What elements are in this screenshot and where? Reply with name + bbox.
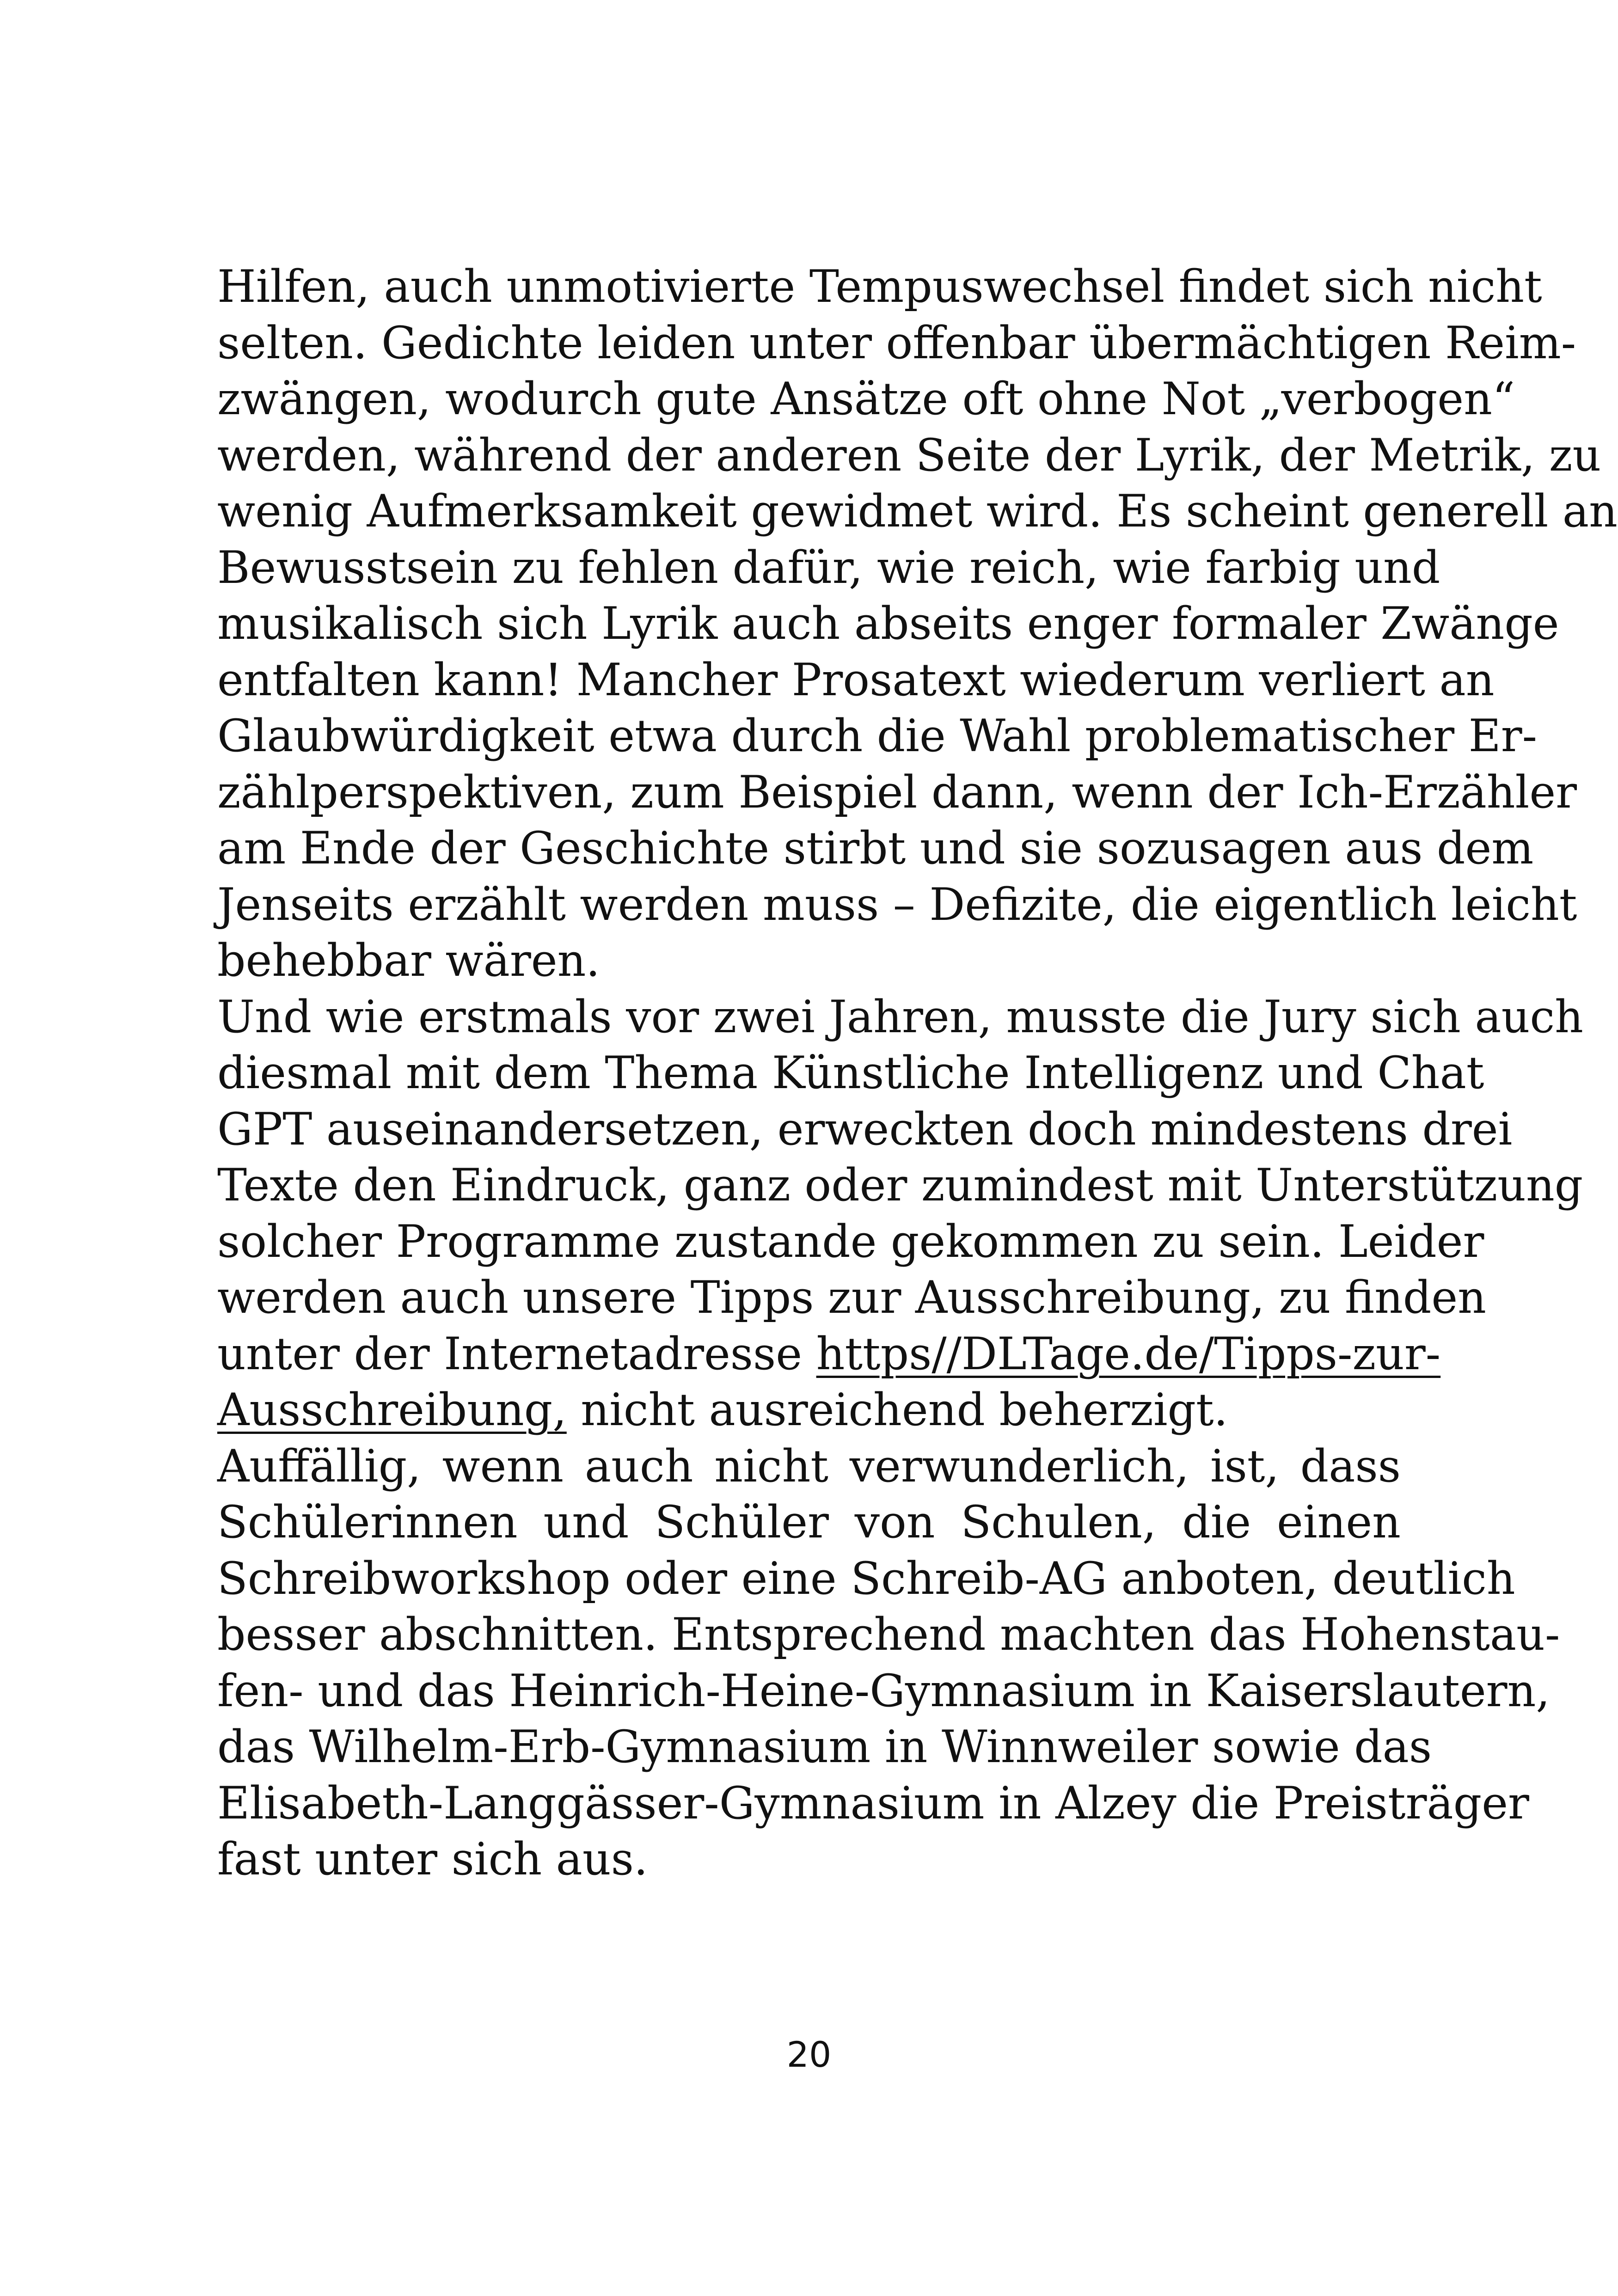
text-line: werden auch unsere Tipps zur Ausschreibung, zu finden bbox=[217, 1272, 1486, 1323]
body-text bbox=[217, 259, 1618, 1888]
text-line: fast unter sich aus. bbox=[217, 1833, 648, 1885]
url-link[interactable]: https//DLTage.de/Tipps-zur- bbox=[816, 1328, 1441, 1380]
text-line: entfalten kann! Mancher Prosatext wiederum verliert an bbox=[217, 654, 1495, 706]
text-line: Bewusstsein zu fehlen dafür, wie reich, wie farbig und bbox=[217, 541, 1440, 594]
text-line: Schreibworkshop oder eine Schreib-AG anboten, deutlich bbox=[217, 1552, 1515, 1604]
text-line: diesmal mit dem Thema Künstliche Intelligenz und Chat bbox=[217, 1047, 1484, 1099]
text-line: besser abschnitten. Entsprechend machten das Hohenstau- bbox=[217, 1609, 1560, 1660]
text-line: musikalisch sich Lyrik auch abseits enger formaler Zwänge bbox=[217, 598, 1559, 649]
text-line: behebbar wären. bbox=[217, 935, 600, 986]
text-line: das Wilhelm-Erb-Gymnasium in Winnweiler sowie das bbox=[217, 1721, 1432, 1773]
text-line: zählperspektiven, zum Beispiel dann, wenn der Ich-Erzähler bbox=[217, 766, 1577, 818]
text-segment: nicht ausreichend beherzigt. bbox=[566, 1384, 1228, 1436]
text-line: Elisabeth-Langgässer-Gymnasium in Alzey die Preisträger bbox=[217, 1777, 1529, 1829]
text-line: zwängen, wodurch gute Ansätze oft ohne Not „verbogen“ bbox=[217, 373, 1515, 425]
text-line bbox=[217, 1382, 1401, 1439]
text-line: solcher Programme zustande gekommen zu sein. Leider bbox=[217, 1215, 1484, 1267]
text-segment: unter der Internetadresse bbox=[217, 1328, 816, 1380]
text-line: Jenseits erzählt werden muss – Defizite, die eigentlich leicht bbox=[217, 878, 1577, 931]
url-link[interactable]: Ausschreibung, bbox=[217, 1384, 567, 1436]
page-number: 20 bbox=[786, 2034, 832, 2075]
text-line: werden, während der anderen Seite der Lyrik, der Metrik, zu bbox=[217, 429, 1601, 481]
text-line bbox=[217, 1326, 1441, 1383]
text-line: Und wie erstmals vor zwei Jahren, musste die Jury sich auch bbox=[217, 991, 1583, 1043]
text-line: Glaubwürdigkeit etwa durch die Wahl problematischer Er- bbox=[217, 710, 1538, 762]
text-line: wenig Aufmerksamkeit gewidmet wird. Es scheint generell an bbox=[217, 485, 1618, 537]
text-line: selten. Gedichte leiden unter offenbar übermächtigen Reim- bbox=[217, 317, 1576, 369]
text-line: Texte den Eindruck, ganz oder zumindest mit Unterstützung bbox=[217, 1159, 1583, 1211]
text-line: Schülerinnen und Schüler von Schulen, die einen bbox=[217, 1496, 1401, 1548]
text-line: GPT auseinandersetzen, erweckten doch mindestens drei bbox=[217, 1103, 1513, 1155]
text-line: Auffällig, wenn auch nicht verwunderlich, ist, dass bbox=[217, 1440, 1401, 1492]
text-line: fen- und das Heinrich-Heine-Gymnasium in Kaiserslautern, bbox=[217, 1665, 1550, 1717]
text-line: Hilfen, auch unmotivierte Tempuswechsel findet sich nicht bbox=[217, 261, 1542, 312]
text-line: am Ende der Geschichte stirbt und sie sozusagen aus dem bbox=[217, 822, 1534, 874]
